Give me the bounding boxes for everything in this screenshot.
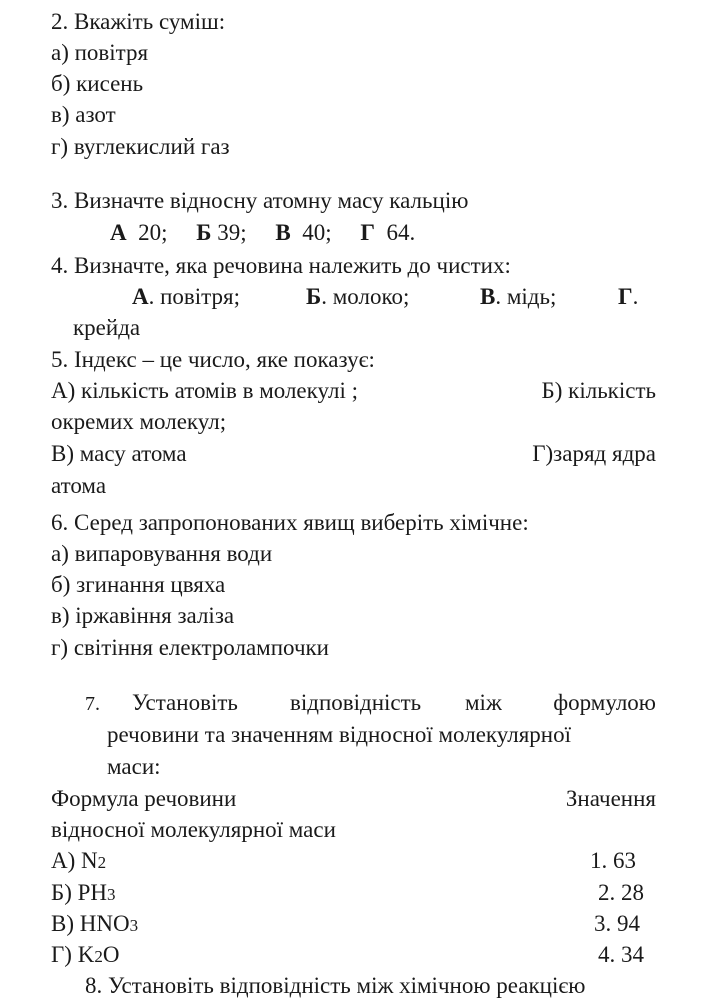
q2-option-d: г) вуглекислий газ — [51, 134, 230, 159]
q7-row-d-after: O — [102, 942, 120, 967]
q4-opt-d-cont: крейда — [73, 315, 141, 340]
q6-option-c: в) іржавіння заліза — [51, 603, 235, 628]
q4-opt-c-text: . мідь; — [495, 284, 557, 309]
q7-row-d-value: 4. 34 — [598, 942, 644, 967]
q7-line1-w2: відповідність — [290, 690, 422, 715]
q3-opt-a-value: 20; — [138, 220, 168, 245]
q6-option-a: а) випаровування води — [51, 541, 273, 566]
q8-title: 8. Установіть відповідність між хімічною реакцією — [85, 973, 586, 998]
q6-title: 6. Серед запропонованих явищ виберіть хімічне: — [51, 510, 529, 535]
q3-opt-a-letter: А — [110, 220, 127, 245]
q4-opt-a-letter: А — [132, 284, 149, 309]
q4-opt-b — [306, 283, 409, 311]
q6-option-d: г) світіння електролампочки — [51, 635, 329, 660]
q2-title: 2. Вкажіть суміш: — [51, 9, 226, 34]
q5-opt-d-cont: атома — [51, 473, 107, 498]
q4-opt-a — [132, 283, 240, 311]
q4-opt-b-text: . молоко; — [321, 284, 410, 309]
q7-row-b-sub: 3 — [107, 885, 116, 904]
q5-opt-d: Г)заряд ядра — [532, 441, 656, 466]
q7-line1-w4: формулою — [553, 690, 656, 715]
q3-opt-b-value: 39; — [217, 220, 247, 245]
q7-line2: речовини та значенням відносної молекулярної — [107, 722, 572, 747]
q3-opt-c-value: 40; — [302, 220, 332, 245]
q7-number: 7. — [85, 693, 100, 715]
q2-option-a: а) повітря — [51, 40, 149, 65]
q7-row-a-text: А) N — [51, 848, 98, 873]
q7-line3: маси: — [107, 754, 161, 779]
q4-opt-a-text: . повітря; — [148, 284, 240, 309]
q3-opt-d-letter: Г — [360, 220, 375, 245]
q4-opt-c-letter: В — [480, 284, 496, 309]
q4-opt-d-text: . — [632, 284, 639, 309]
q7-line1-w1: Установіть — [132, 690, 238, 715]
q7-row-c-label — [51, 910, 138, 940]
q7-row-b-label — [51, 879, 116, 909]
q7-row-c-value: 3. 94 — [594, 911, 640, 936]
q7-row-c-text: В) HNO — [51, 911, 130, 936]
q3-title: 3. Визначте відносну атомну масу кальцію — [51, 188, 469, 213]
q7-row-b-value: 2. 28 — [598, 880, 644, 905]
q7-col-cont: відносної молекулярної маси — [51, 817, 336, 842]
q7-row-a-label — [51, 847, 106, 877]
q4-opt-d — [618, 283, 638, 311]
q3-options — [110, 219, 415, 247]
q6-option-b: б) згинання цвяха — [51, 572, 226, 597]
q2-option-b: б) кисень — [51, 71, 144, 96]
q5-opt-b: Б) кількість — [541, 378, 656, 403]
q7-row-a-value: 1. 63 — [590, 848, 636, 873]
q7-row-a-sub: 2 — [97, 853, 107, 872]
q4-opt-b-letter: Б — [306, 284, 322, 309]
q3-opt-b-letter: Б — [196, 220, 212, 245]
q2-option-c: в) азот — [51, 102, 116, 127]
q4-opt-d-letter: Г — [618, 284, 633, 309]
q5-opt-a: А) кількість атомів в молекулі ; — [51, 378, 358, 403]
q3-opt-d-value: 64. — [386, 220, 416, 245]
q5-title: 5. Індекс – це число, яке показує: — [51, 347, 375, 372]
q7-row-d-label — [51, 941, 119, 971]
q3-opt-c-letter: В — [275, 220, 291, 245]
q5-opt-c: В) масу атома — [51, 441, 187, 466]
q4-opt-c — [480, 283, 556, 311]
q7-col-left: Формула речовини — [51, 786, 237, 811]
q7-row-c-sub: 3 — [129, 916, 139, 935]
q7-row-d-text: Г) K — [51, 942, 95, 967]
q7-row-d-sub: 2 — [94, 947, 103, 966]
q4-title: 4. Визначте, яка речовина належить до чистих: — [51, 253, 511, 278]
q7-col-right: Значення — [565, 786, 656, 811]
q7-line1-w3: між — [465, 690, 502, 715]
q7-row-b-text: Б) PH — [51, 880, 108, 905]
q5-opt-b-cont: окремих молекул; — [51, 409, 227, 434]
